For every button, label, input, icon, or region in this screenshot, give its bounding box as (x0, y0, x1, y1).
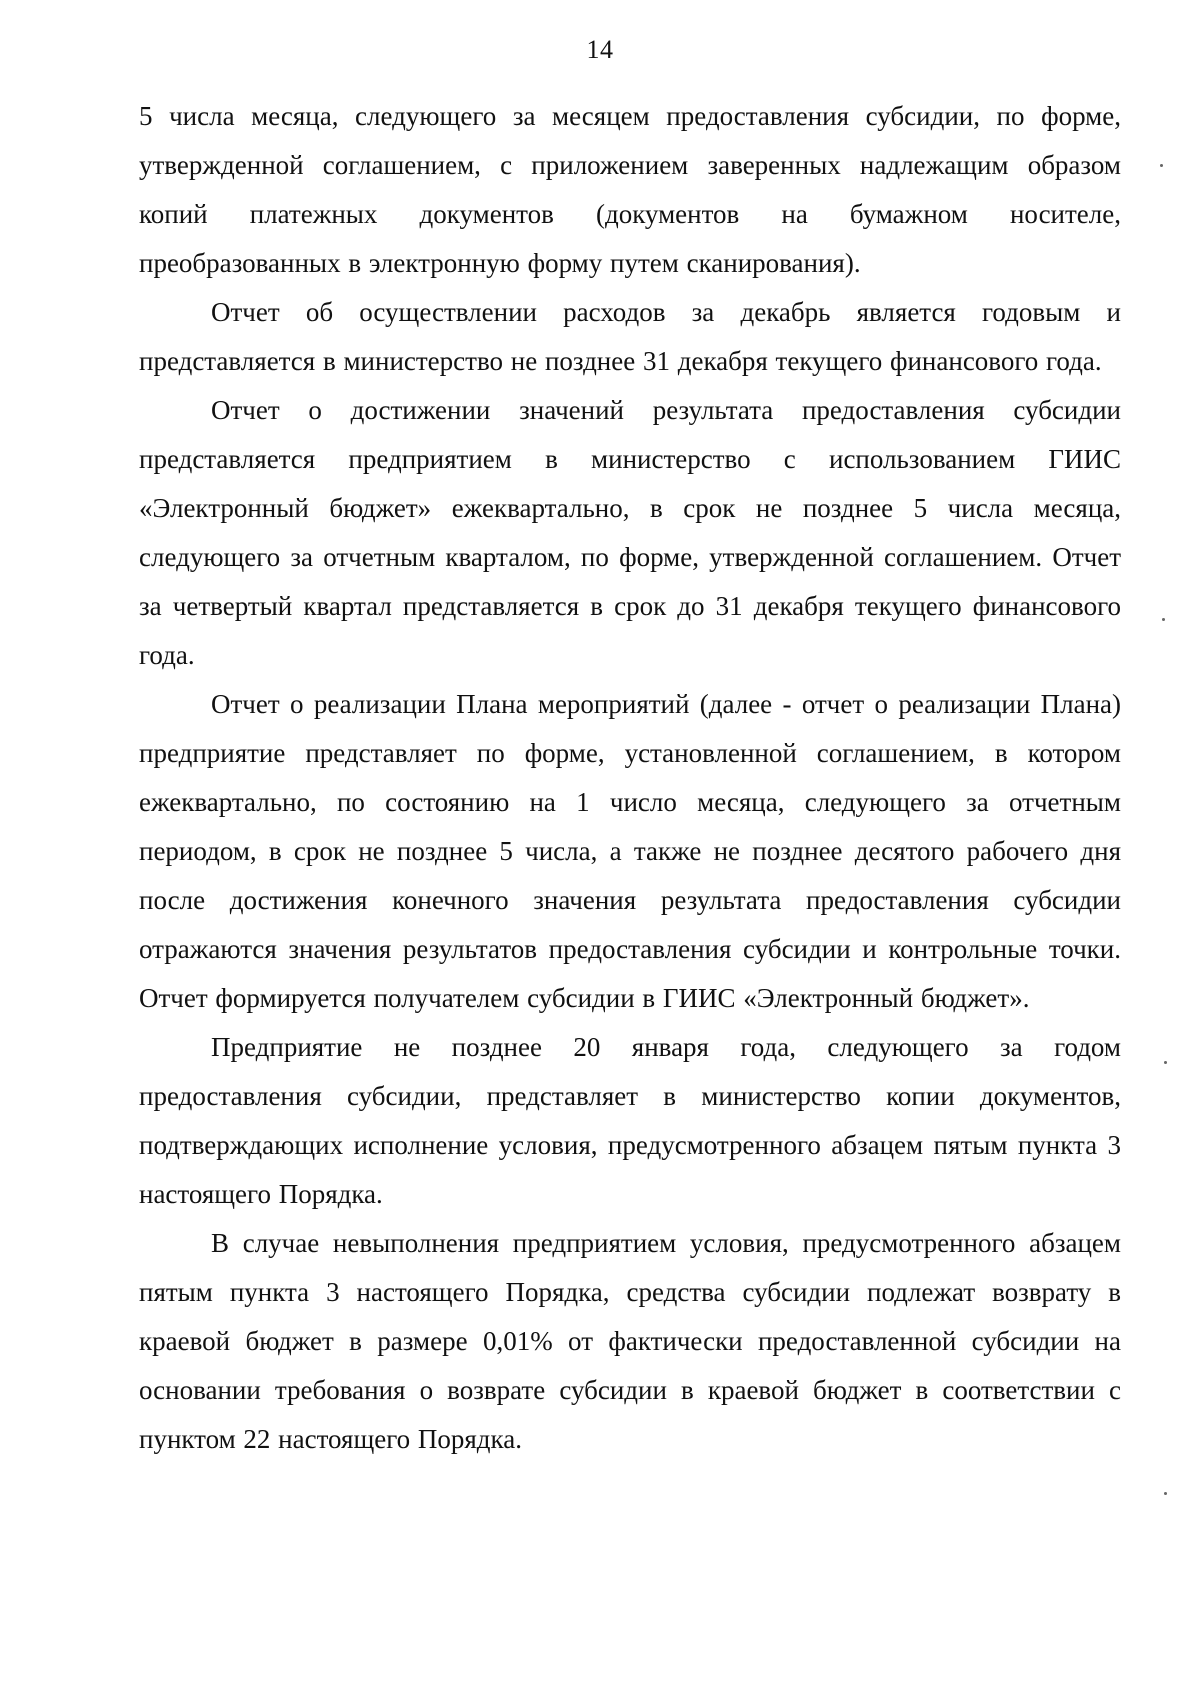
paragraph-1: 5 числа месяца, следующего за месяцем предоставления субсидии, по форме, утвержденной соглашением, с приложением заверенных надлежащим образом копий платежных документов (документов на бумажном носителе, преобразованных в электронную форму путем сканирования). (139, 101, 1121, 278)
document-body (139, 92, 1121, 1464)
scan-speck (1164, 1061, 1167, 1064)
paragraph-2: Отчет об осуществлении расходов за декабрь является годовым и представляется в министерство не позднее 31 декабря текущего финансового года. (139, 297, 1121, 376)
page-number: 14 (586, 35, 614, 64)
scan-speck (1164, 1492, 1167, 1495)
paragraph-5: Предприятие не позднее 20 января года, следующего за годом предоставления субсидии, представляет в министерство копии документов, подтверждающих исполнение условия, предусмотренного абзацем пятым пункта 3 настоящего Порядка. (139, 1032, 1121, 1209)
scan-speck (1160, 164, 1163, 167)
scan-speck (1162, 618, 1165, 621)
paragraph-4: Отчет о реализации Плана мероприятий (далее - отчет о реализации Плана) предприятие представляет по форме, установленной соглашением, в котором ежеквартально, по состоянию на 1 число месяца, следующего за отчетным периодом, в срок не позднее 5 числа, а также не позднее десятого рабочего дня после достижения конечного значения результата предоставления субсидии отражаются значения результатов предоставления субсидии и контрольные точки. Отчет формируется получателем субсидии в ГИИС «Электронный бюджет». (139, 689, 1121, 1013)
paragraph-3: Отчет о достижении значений результата предоставления субсидии представляется предприятием в министерство с использованием ГИИС «Электронный бюджет» ежеквартально, в срок не позднее 5 числа месяца, следующего за отчетным кварталом, по форме, утвержденной соглашением. Отчет за четвертый квартал представляется в срок до 31 декабря текущего финансового года. (139, 395, 1121, 670)
paragraph-6: В случае невыполнения предприятием условия, предусмотренного абзацем пятым пункта 3 настоящего Порядка, средства субсидии подлежат возврату в краевой бюджет в размере 0,01% от фактически предоставленной субсидии на основании требования о возврате субсидии в краевой бюджет в соответствии с пунктом 22 настоящего Порядка. (139, 1228, 1121, 1454)
